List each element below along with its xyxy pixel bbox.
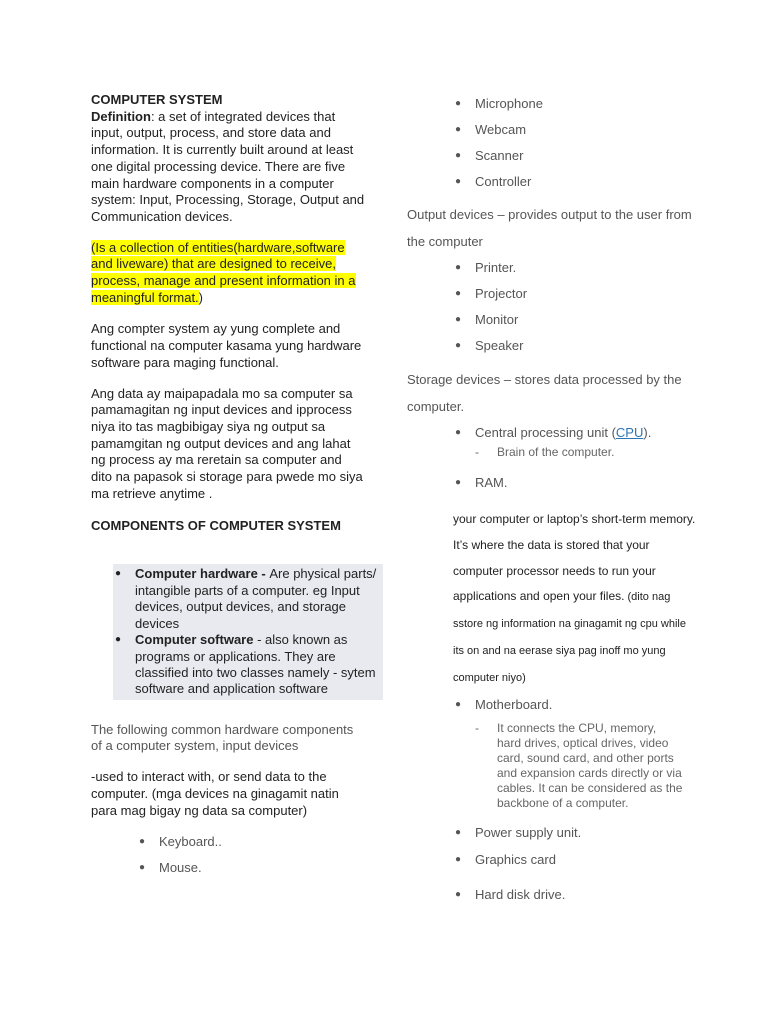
list-item	[455, 255, 697, 281]
hardware-label: Graphics card	[475, 851, 556, 867]
input-device-label: Keyboard..	[159, 834, 222, 850]
output-device-label: Monitor	[475, 312, 519, 327]
input-device-label: Microphone	[475, 96, 543, 111]
bullet-icon: ●	[455, 698, 462, 710]
ram-note-text: (dito nag sstore ng information na ginagamit ng cpu while its on and na eerase siya pag inoff mo yung computer niyo)	[453, 591, 686, 684]
bullet-icon: ●	[455, 477, 462, 488]
list-item	[455, 117, 697, 143]
list-item	[455, 281, 697, 307]
tagalog-paragraph-2: Ang data ay maipapadala mo sa computer sa pamamagitan ng input devices and ipprocess niya ito tas magbibigay siya ng output sa pamamgitan ng output devices and ang lahat ng process ay ma reretain sa computer and dito na papasok si storage para pwede mo siya ma retrieve anytime .	[91, 385, 363, 501]
list-item	[455, 420, 697, 446]
definition-paragraph	[91, 92, 366, 226]
bullet-icon: ●	[139, 862, 146, 874]
ram-desc-text: your computer or laptop’s short-term memory. It’s where the data is stored that your computer processor needs to run your applications and open your files.	[453, 512, 696, 604]
document-title: COMPUTER SYSTEM	[91, 92, 223, 107]
highlighted-paragraph	[91, 240, 366, 307]
ram-label: RAM.	[475, 475, 508, 490]
tagalog-paragraph-1: Ang compter system ay yung complete and functional na computer kasama yung hardware software para maging functional.	[91, 321, 362, 370]
list-item	[115, 566, 383, 632]
bullet-icon: ●	[115, 634, 122, 646]
list-item	[455, 881, 697, 908]
bullet-icon: ●	[455, 98, 462, 109]
motherboard-sub-item	[475, 720, 683, 811]
bullet-icon: ●	[455, 262, 462, 273]
components-list-box	[113, 564, 383, 699]
list-item	[139, 855, 366, 881]
bullet-icon: ●	[455, 427, 462, 438]
bullet-icon: ●	[455, 853, 462, 865]
output-device-label: Printer.	[475, 260, 517, 275]
list-item	[455, 307, 697, 333]
cpu-suffix: ).	[643, 425, 652, 440]
bullet-icon: ●	[139, 836, 146, 848]
components-heading: COMPONENTS OF COMPUTER SYSTEM	[91, 518, 341, 534]
right-column	[407, 92, 697, 908]
list-item	[115, 632, 383, 698]
bullet-icon: ●	[455, 888, 462, 900]
used-to-paragraph: -used to interact with, or send data to the computer. (mga devices na ginagamit natin para mag bigay ng data sa computer)	[91, 769, 339, 818]
list-item	[455, 143, 697, 169]
hardware-tail-list	[455, 819, 697, 908]
cpu-sub-text: Brain of the computer.	[497, 445, 615, 459]
hardware-label: Hard disk drive.	[475, 886, 566, 902]
ram-description	[453, 507, 697, 692]
input-devices-list	[139, 829, 366, 881]
bullet-icon: ●	[455, 176, 462, 187]
bullet-icon: ●	[455, 288, 462, 299]
motherboard-label: Motherboard.	[475, 696, 553, 712]
motherboard-list	[455, 692, 697, 718]
bullet-icon: ●	[455, 124, 462, 135]
bullet-icon: ●	[455, 340, 462, 351]
ram-list	[455, 470, 697, 496]
input-device-label: Webcam	[475, 122, 527, 137]
dash-marker: -	[475, 720, 479, 735]
highlighted-text: (Is a collection of entities(hardware,software and liveware) that are designed to receive, process, manage and present information in a meaningful format.	[91, 239, 356, 305]
component-desc: - also known as programs or applications. They are classified into two classes namely - sytem software and application software	[135, 632, 376, 697]
hardware-label: Power supply unit.	[475, 824, 582, 840]
list-item	[455, 91, 697, 117]
output-device-label: Projector	[475, 286, 528, 301]
input-device-label: Scanner	[475, 148, 524, 163]
common-hardware-paragraph: The following common hardware components of a computer system, input devices	[91, 721, 354, 754]
output-devices-list	[455, 255, 697, 359]
cpu-prefix: Central processing unit (	[475, 425, 616, 440]
bullet-icon: ●	[455, 314, 462, 325]
input-device-label: Mouse.	[159, 860, 202, 876]
list-item	[455, 692, 697, 718]
input-device-label: Controller	[475, 174, 532, 189]
list-item	[455, 169, 697, 195]
output-devices-paragraph: Output devices – provides output to the user from the computer	[407, 207, 692, 249]
component-term: Computer hardware -	[135, 566, 270, 582]
cpu-sub-item	[475, 444, 697, 460]
input-devices-list-continued	[455, 91, 697, 195]
left-column	[91, 92, 377, 881]
definition-label: Definition	[91, 108, 151, 124]
bullet-icon: ●	[115, 568, 122, 580]
definition-text: : a set of integrated devices that input, output, process, and store data and information. It is currently built around at least one digital processing device. There are five main hardware components in a computer system: Input, Processing, Storage, Output and Communication devices.	[91, 108, 365, 224]
list-item	[455, 819, 697, 846]
output-device-label: Speaker	[475, 338, 524, 353]
component-term: Computer software	[135, 632, 254, 648]
bullet-icon: ●	[455, 826, 462, 838]
storage-devices-list	[455, 420, 697, 446]
components-list	[115, 566, 383, 697]
bullet-icon: ●	[455, 150, 462, 161]
highlight-close: )	[198, 289, 204, 305]
list-item	[455, 333, 697, 359]
motherboard-sub-text: It connects the CPU, memory, hard drives, optical drives, video card, sound card, and other ports and expansion cards directly or via cables. It can be considered as the backbone of a computer.	[497, 720, 683, 810]
cpu-link[interactable]: CPU	[615, 425, 644, 440]
storage-devices-paragraph: Storage devices – stores data processed by the computer.	[407, 372, 682, 414]
component-desc: Are physical parts/ intangible parts of a computer. eg Input devices, output devices, and storage devices	[135, 566, 377, 631]
list-item	[455, 846, 697, 873]
list-item	[455, 470, 697, 496]
dash-marker: -	[475, 445, 479, 459]
list-item	[139, 829, 366, 855]
